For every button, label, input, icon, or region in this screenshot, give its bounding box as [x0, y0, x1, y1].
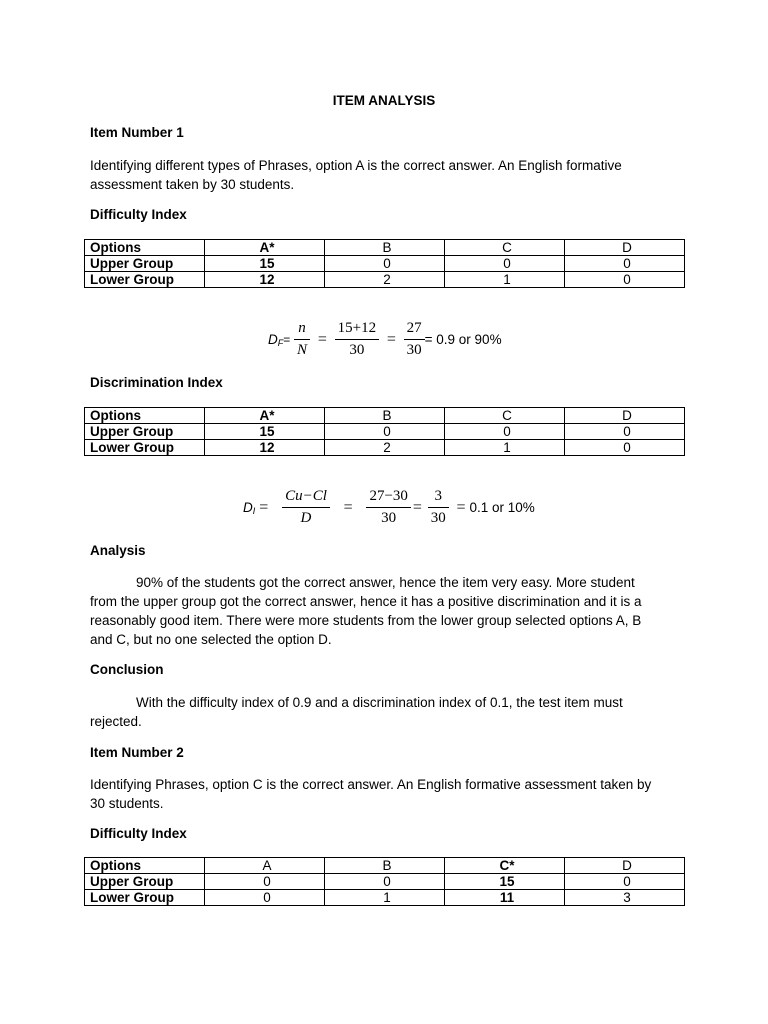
- table-cell: Upper Group: [85, 256, 205, 272]
- formula-result: = 0.9 or 90%: [424, 332, 502, 347]
- table-cell: 0: [325, 424, 445, 440]
- item1-discrimination-table: [84, 407, 685, 456]
- fraction-denominator: N: [297, 342, 308, 358]
- table-row: [85, 424, 685, 440]
- table-cell: 15: [445, 874, 565, 890]
- table-cell: D: [565, 408, 685, 424]
- table-cell: 1: [325, 890, 445, 906]
- table-cell: 0: [445, 256, 565, 272]
- table-cell: 0: [445, 424, 565, 440]
- formula-fraction: [294, 320, 310, 359]
- table-cell: A*: [205, 240, 325, 256]
- table-cell: 0: [565, 272, 685, 288]
- formula-lhs-eq: =: [283, 332, 291, 347]
- fraction-denominator: 30: [430, 510, 446, 526]
- table-row: [85, 256, 685, 272]
- formula-lhs-sub: I: [252, 506, 256, 517]
- table-header-row: [85, 858, 685, 874]
- table-row: [85, 874, 685, 890]
- equals-sign: =: [343, 498, 353, 516]
- fraction-numerator: 27−30: [366, 488, 410, 508]
- item2-difficulty-table: [84, 857, 685, 906]
- analysis-heading: Analysis: [90, 543, 146, 558]
- table-cell: 11: [445, 890, 565, 906]
- item1-description: Identifying different types of Phrases, option A is the correct answer. An English formative assessment taken by 30 students.: [90, 158, 622, 192]
- table-row: [85, 890, 685, 906]
- item1-heading: Item Number 1: [90, 125, 184, 140]
- equals-sign: =: [456, 498, 466, 516]
- table-cell: 1: [445, 440, 565, 456]
- table-cell: C*: [445, 858, 565, 874]
- table-cell: Lower Group: [85, 272, 205, 288]
- formula-result: 0.1 or 10%: [469, 500, 535, 515]
- discrimination-formula: [243, 488, 535, 527]
- table-cell: 0: [565, 256, 685, 272]
- formula-fraction: [404, 320, 425, 359]
- item1-discrimination-heading: Discrimination Index: [90, 375, 223, 390]
- fraction-denominator: 30: [406, 342, 422, 358]
- formula-lhs: D: [268, 332, 278, 347]
- table-cell: 12: [205, 272, 325, 288]
- table-cell: D: [565, 240, 685, 256]
- table-cell: Upper Group: [85, 424, 205, 440]
- table-cell: Options: [85, 240, 205, 256]
- table-cell: 0: [565, 424, 685, 440]
- table-cell: 1: [445, 272, 565, 288]
- table-cell: 2: [325, 272, 445, 288]
- fraction-denominator: 30: [349, 342, 365, 358]
- table-cell: 3: [565, 890, 685, 906]
- table-cell: 15: [205, 424, 325, 440]
- fraction-numerator: 15+12: [335, 320, 379, 340]
- fraction-denominator: D: [300, 510, 312, 526]
- table-cell: D: [565, 858, 685, 874]
- fraction-numerator: n: [294, 320, 310, 340]
- table-cell: Lower Group: [85, 890, 205, 906]
- table-cell: 15: [205, 256, 325, 272]
- formula-lhs: D: [243, 500, 253, 515]
- table-cell: B: [325, 408, 445, 424]
- table-header-row: [85, 408, 685, 424]
- item2-heading: Item Number 2: [90, 745, 184, 760]
- fraction-numerator: 27: [404, 320, 425, 340]
- difficulty-formula: [268, 320, 502, 359]
- table-cell: 0: [325, 874, 445, 890]
- page-title: ITEM ANALYSIS: [332, 93, 436, 108]
- equals-sign: =: [317, 330, 327, 348]
- table-cell: 2: [325, 440, 445, 456]
- table-cell: A: [205, 858, 325, 874]
- table-cell: B: [325, 240, 445, 256]
- table-cell: 0: [565, 440, 685, 456]
- analysis-paragraph: 90% of the students got the correct answer, hence the item very easy. More student from the upper group got the correct answer, hence it has a positive discrimination and it is a reasonably good item. There were more students from the lower group selected options A, B and C, but no one selected the option D.: [90, 575, 642, 647]
- table-header-row: [85, 240, 685, 256]
- fraction-numerator: Cu−Cl: [282, 488, 330, 508]
- table-cell: B: [325, 858, 445, 874]
- table-cell: C: [445, 240, 565, 256]
- table-cell: 0: [325, 256, 445, 272]
- equals-sign: =: [412, 498, 422, 516]
- table-cell: Options: [85, 858, 205, 874]
- item1-difficulty-table: [84, 239, 685, 288]
- formula-fraction: [282, 488, 330, 527]
- table-cell: 12: [205, 440, 325, 456]
- table-cell: 0: [565, 874, 685, 890]
- table-cell: Lower Group: [85, 440, 205, 456]
- table-row: [85, 272, 685, 288]
- equals-sign: =: [386, 330, 396, 348]
- table-cell: A*: [205, 408, 325, 424]
- equals-sign: =: [259, 498, 269, 516]
- fraction-denominator: 30: [381, 510, 397, 526]
- table-row: [85, 440, 685, 456]
- formula-fraction: [428, 488, 449, 527]
- table-cell: Options: [85, 408, 205, 424]
- formula-fraction: [335, 320, 379, 359]
- table-cell: 0: [205, 874, 325, 890]
- item1-difficulty-heading: Difficulty Index: [90, 207, 187, 222]
- item2-description: Identifying Phrases, option C is the correct answer. An English formative assessment taken by 30 students.: [90, 777, 652, 811]
- table-cell: 0: [205, 890, 325, 906]
- table-cell: C: [445, 408, 565, 424]
- fraction-numerator: 3: [428, 488, 449, 508]
- formula-fraction: [366, 488, 410, 527]
- conclusion-heading: Conclusion: [90, 662, 164, 677]
- formula-lhs-sub: F: [277, 338, 284, 349]
- conclusion-paragraph: With the difficulty index of 0.9 and a discrimination index of 0.1, the test item must rejected.: [90, 695, 623, 729]
- table-cell: Upper Group: [85, 874, 205, 890]
- item2-difficulty-heading: Difficulty Index: [90, 826, 187, 841]
